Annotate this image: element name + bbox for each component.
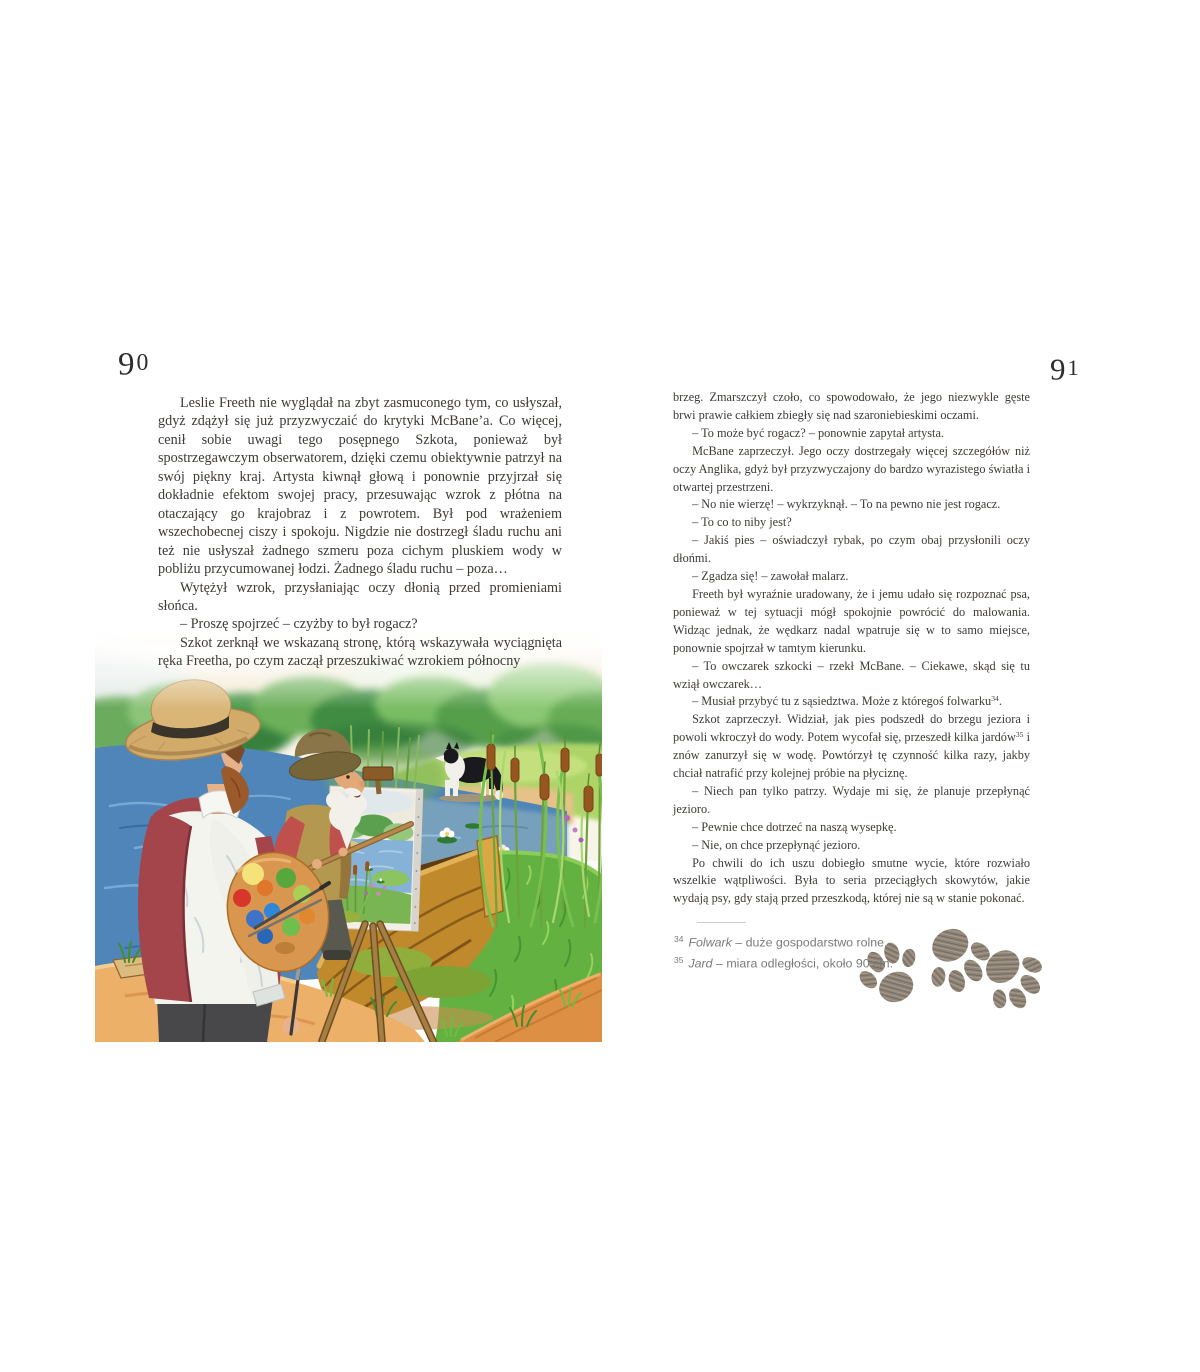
paragraph: Szkot zerknął we wskazaną stronę, którą wskazywała wyciągnięta ręka Freetha, po czym zaczął przeszukiwać wzrokiem północny [158,634,562,670]
paragraph: Leslie Freeth nie wyglądał na zbyt zasmuconego tym, co usłyszał, gdyż zdążył się już przyzwyczaić do krytyki McBane’a. Co więcej, cenił sobie uwagi tego posępnego Szkota, ponieważ był spostrzegawczym obserwatorem, dzięki czemu obiektywnie patrzył na swój piękny kraj. Artysta kiwnął głową i ponownie przyjrzał się dokładnie efektom swojej pracy, przesuwając wzrok z płótna na otaczający go krajobraz i z powrotem. Był pod wrażeniem wszechobecnej ciszy i spokoju. Nigdzie nie dostrzegł śladu ruchu ani też nie usłyszał żadnego szmeru poza cichym pluskiem wody w pobliżu przycumowanej łodzi. Żadnego śladu ruchu – poza… [158,395,562,578]
footnote-term: Jard [688,956,713,971]
paragraph: Po chwili do ich uszu dobiegło smutne wycie, które rozwiało wszelkie wątpliwości. Była to seria przeciągłych skowytów, jakie wydają psy, gdy stają przed przeszkodą, której nie są w stanie pokonać. [673,855,1030,906]
footnote-marker: 34 [674,934,684,944]
page-number-left: 90 [118,346,151,383]
paragraph: Wytężył wzrok, przysłaniając oczy dłonią przed promieniami słońca. [158,579,562,614]
footnote-definition: – miara odległości, około 90 cm. [712,956,894,971]
left-page-text [158,394,562,671]
page-number-right: 91 [1050,351,1081,387]
paragraph: – Niech pan tylko patrzy. Wydaje mi się, że planuje przepłynąć jezioro. [673,783,1030,816]
paragraph: McBane zaprzeczył. Jego oczy dostrzegały więcej szczegółów niż oczy Anglika, gdyż był przyzwyczajony do bardzo wyrazistego światła i otwartej przestrzeni. [673,443,1030,494]
paragraph: – Jakiś pies – oświadczył rybak, po czym obaj przysłonili oczy dłońmi. [673,533,1030,566]
footnote-term: Folwark [688,935,732,950]
footnote-item [674,931,994,952]
footnotes [674,922,994,973]
paragraph: – Nie, on chce przepłynąć jezioro. [692,837,861,852]
illustration-painter-and-fisherman-at-lake [95,626,602,1042]
footnote-reference: 35 [1015,730,1024,740]
paragraph: – Musiał przybyć tu z sąsiedztwa. Może z któregoś folwarku$^{34}$. [692,694,1002,709]
footnote-definition: – duże gospodarstwo rolne. [731,935,888,950]
footnote-separator [697,922,746,923]
footnote-marker: 35 [674,955,684,966]
footnote-item [674,952,994,973]
paragraph: Szkot zaprzeczył. Widział, jak pies podszedł do brzegu jeziora i powoli wkroczył do wody. Potem wycofał się, przeszedł kilka jardów$^{35}$ i znów zanurzył się w wodę. Powtórzył tę czynność kilka razy, jakby chciał natrafić przy kolejnej próbie na płyciznę. [673,712,1030,781]
paragraph: Freeth był wyraźnie uradowany, że i jemu udało się rozpoznać psa, ponieważ w tej sytuacji mógł spokojnie powrócić do malowania. Widząc jednak, że wędkarz nadal wpatruje się w to samo miejsce, ponownie spojrzał w tamtym kierunku. [673,586,1030,655]
right-page-text [673,389,1030,908]
paragraph: – Zgadza się! – zawołał malarz. [692,569,849,584]
paragraph: brzeg. Zmarszczył czoło, co spowodowało, że jego niezwykle gęste brwi prawie całkiem zbiegły się nad szaroniebieskimi oczami. [673,390,1030,422]
paragraph: – Pewnie chce dotrzeć na naszą wysepkę. [692,819,897,834]
paragraph: – Proszę spojrzeć – czyżby to był rogacz? [180,616,418,633]
paragraph: – To owczarek szkocki – rzekł McBane. – Ciekawe, skąd się tu wziął owczarek… [673,658,1030,691]
paragraph: – To może być rogacz? – ponownie zapytał artysta. [692,425,944,440]
footnote-reference: 34 [991,694,999,704]
paragraph: – To co to niby jest? [692,515,792,530]
paragraph: – No nie wierzę! – wykrzyknął. – To na pewno nie jest rogacz. [692,497,1001,512]
